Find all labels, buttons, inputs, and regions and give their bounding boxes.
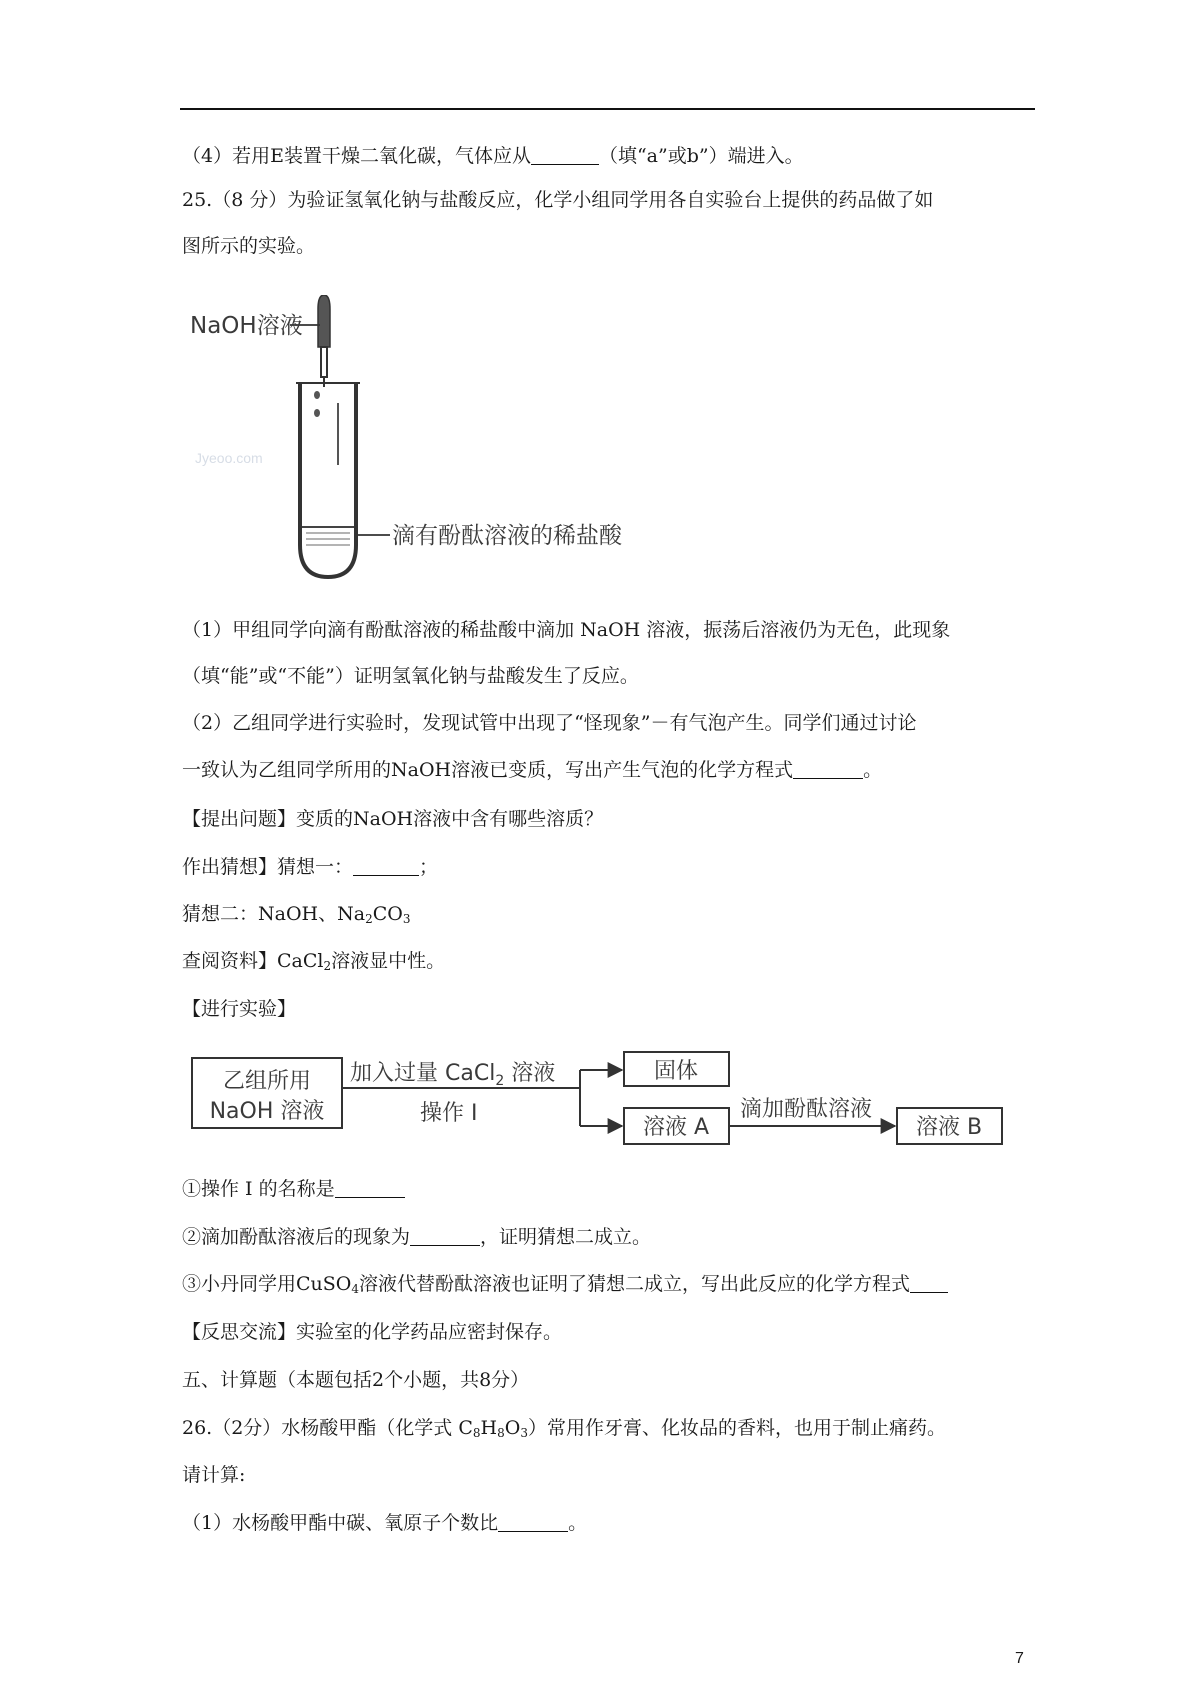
box-solution-b-label: 溶液 B [915, 1115, 983, 1140]
q25-2-text-after: 。 [863, 759, 883, 781]
test-tube [300, 383, 356, 577]
arrow1-top-label: 加入过量 CaCl$_2$ 溶液 [350, 1061, 556, 1089]
experiment-heading: 【进行实验】 [182, 998, 297, 1020]
answer-blank[interactable] [353, 855, 419, 876]
box-solution-a-label: 溶液 A [642, 1115, 710, 1140]
please-calculate: 请计算: [182, 1464, 246, 1486]
raise-question: 【提出问题】变质的NaOH溶液中含有哪些溶质？ [182, 808, 604, 830]
q25-2-line1: （2）乙组同学进行实验时，发现试管中出现了“怪现象”－有气泡产生。同学们通过讨论 [182, 712, 917, 734]
box-group-b-line1: 乙组所用 [222, 1069, 312, 1094]
q26-1-text: （1）水杨酸甲酯中碳、氧原子个数比 [182, 1512, 499, 1534]
section-five-heading: 五、计算题（本题包括2个小题，共8分） [182, 1369, 530, 1391]
step-one-text: ①操作 I 的名称是 [182, 1178, 335, 1200]
dropper-stem [321, 347, 327, 377]
q24-4-text-after: （填“a”或b”）端进入。 [598, 145, 804, 167]
page-number: 7 [1015, 1650, 1024, 1667]
q25-2-text: 一致认为乙组同学所用的NaOH溶液已变质，写出产生气泡的化学方程式 [182, 759, 794, 781]
step-two [182, 1223, 651, 1251]
answer-blank[interactable] [910, 1272, 948, 1293]
q24-4-text: （4）若用E装置干燥二氧化碳，气体应从 [182, 145, 531, 167]
step-two-text-after: ，证明猜想二成立。 [480, 1226, 652, 1248]
guess-one [182, 853, 438, 881]
arrow2-top-label: 滴加酚酞溶液 [740, 1097, 873, 1122]
label-naoh-solution: NaOH溶液 [190, 313, 303, 339]
experiment-flow-diagram [190, 1048, 1030, 1148]
header-rule [180, 108, 1035, 110]
watermark: Jyeoo.com [195, 450, 263, 466]
label-hcl-with-phenolphthalein: 滴有酚酞溶液的稀盐酸 [392, 523, 622, 549]
arrow1-bottom-label: 操作 I [420, 1101, 478, 1126]
q25-1-line2: （填“能”或“不能”）证明氢氧化钠与盐酸发生了反应。 [182, 665, 639, 687]
step-two-text: ②滴加酚酞溶液后的现象为 [182, 1226, 411, 1248]
drop-2 [314, 409, 320, 417]
step-one [182, 1175, 405, 1203]
test-tube-figure [190, 295, 710, 585]
answer-blank[interactable] [531, 144, 599, 165]
q26-1 [182, 1509, 587, 1537]
guess-one-text: 作出猜想】猜想一： [182, 856, 354, 878]
q26: 26.（2分）水杨酸甲酯（化学式 $C_8H_8O_3$）常用作牙膏、化妆品的香料，也用于制止痛药。 [182, 1417, 946, 1440]
answer-blank[interactable] [793, 758, 863, 779]
q25-1-line1: （1）甲组同学向滴有酚酞溶液的稀盐酸中滴加 NaOH 溶液，振荡后溶液仍为无色，此现象 [182, 619, 951, 641]
q25-2-line2 [182, 756, 882, 784]
box-group-b-line2: NaOH 溶液 [209, 1099, 325, 1124]
q25-intro-1: 25.（8 分）为验证氢氧化钠与盐酸反应，化学小组同学用各自实验台上提供的药品做了如 [182, 189, 934, 211]
answer-blank[interactable] [498, 1511, 568, 1532]
answer-blank[interactable] [335, 1177, 405, 1198]
drop-1 [314, 391, 320, 399]
q24-4 [182, 142, 804, 170]
q25-intro-2: 图所示的实验。 [182, 235, 316, 257]
q26-1-text-after: 。 [568, 1512, 588, 1534]
step-three: ③小丹同学用CuSO$_4$溶液代替酚酞溶液也证明了猜想二成立，写出此反应的化学方程式 [182, 1270, 948, 1298]
answer-blank[interactable] [410, 1225, 480, 1246]
guess-one-text-after: ； [419, 856, 439, 878]
box-solid-label: 固体 [653, 1059, 699, 1084]
reflection: 【反思交流】实验室的化学药品应密封保存。 [182, 1321, 563, 1343]
reference: 查阅资料】CaCl$_2$溶液显中性。 [182, 950, 446, 973]
dropper-bulb [318, 295, 330, 347]
guess-two: 猜想二：NaOH、$Na_2CO_3$ [182, 903, 411, 926]
